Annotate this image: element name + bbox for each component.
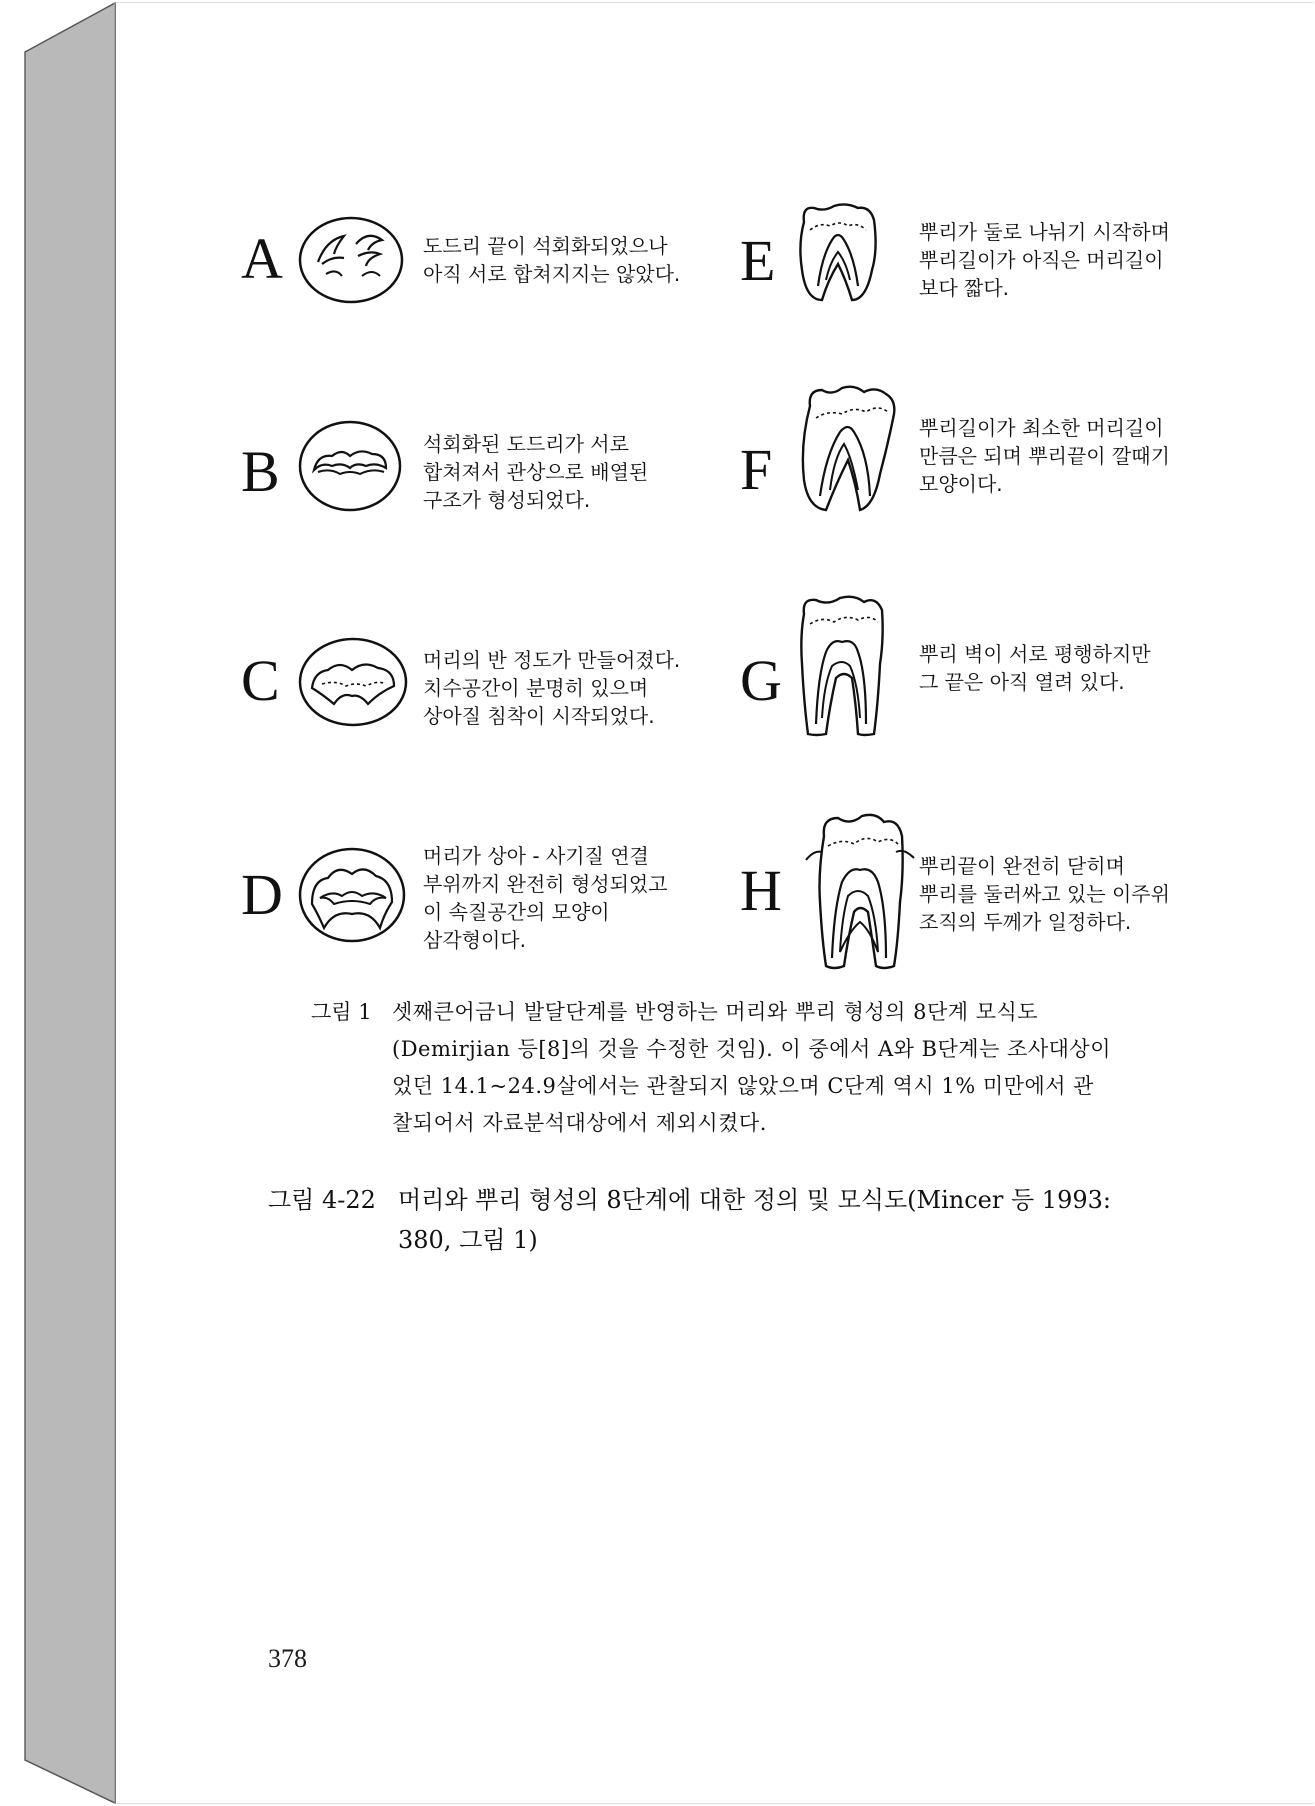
desc-line: 도드리 끝이 석회화되었으나 [423,234,668,258]
page-number: 378 [268,1644,307,1673]
desc-line: 모양이다. [919,472,1003,496]
desc-line: 석회화된 도드리가 서로 [423,432,629,456]
desc-line: 조직의 두께가 일정하다. [919,910,1132,934]
desc-line: 치수공간이 분명히 있으며 [423,676,649,700]
desc-line: 부위까지 완전히 형성되었고 [423,872,668,896]
tooth-figure-d [296,844,408,946]
desc-line: 뿌리가 둘로 나뉘기 시작하며 [919,220,1170,244]
desc-line: 아직 서로 합쳐지지는 않았다. [423,262,681,286]
figure-caption-line: 셋째큰어금니 발달단계를 반영하는 머리와 뿌리 형성의 8단계 모식도 [392,1000,1039,1024]
stage-letter-g: G [740,648,782,713]
stage-description-a [423,232,680,288]
figure-caption-label: 그림 1 [311,1000,372,1024]
stage-description-e [919,218,1170,302]
desc-line: 삼각형이다. [423,928,526,952]
desc-line: 그 끝은 아직 열려 있다. [919,670,1125,694]
tooth-figure-c [296,634,410,730]
stage-letter-h: H [740,858,782,923]
main-figure-caption-line: 머리와 뿌리 형성의 8단계에 대한 정의 및 모식도(Mincer 등 1993: [398,1186,1111,1214]
desc-line: 상아질 침착이 시작되었다. [423,704,655,728]
stage-letter-d: D [241,862,283,927]
tooth-figure-b [296,418,404,514]
desc-line: 뿌리를 둘러싸고 있는 이주위 [919,882,1170,906]
tooth-figure-e [796,200,880,306]
desc-line: 보다 짧다. [919,276,1009,300]
desc-line: 이 속질공간의 모양이 [423,900,610,924]
figure-caption-line: 찰되어서 자료분석대상에서 제외시켰다. [392,1111,767,1135]
stage-description-b [423,430,648,514]
tooth-figure-h [804,812,916,972]
main-figure-caption-label: 그림 4-22 [268,1186,376,1214]
figure-caption-line: (Demirjian 등[8]의 것을 수정한 것임). 이 중에서 A와 B단계는 조사대상이 [392,1037,1111,1061]
desc-line: 뿌리 벽이 서로 평행하지만 [919,642,1151,666]
stage-letter-f: F [740,437,773,502]
tooth-figure-g [796,594,888,738]
stage-letter-a: A [241,226,283,291]
stage-description-f [919,414,1170,498]
figure-caption-line: 었던 14.1~24.9살에서는 관찰되지 않았으며 C단계 역시 1% 미만에서 관 [392,1074,1094,1098]
main-figure-caption-line: 380, 그림 1) [398,1226,538,1254]
desc-line: 머리가 상아 - 사기질 연결 [423,844,649,868]
desc-line: 구조가 형성되었다. [423,488,591,512]
desc-line: 뿌리길이가 최소한 머리길이 [919,416,1164,440]
desc-line: 뿌리끝이 완전히 닫히며 [919,854,1125,878]
desc-line: 머리의 반 정도가 만들어졌다. [423,648,681,672]
stage-description-h [919,852,1170,936]
desc-line: 뿌리길이가 아직은 머리길이 [919,248,1164,272]
tooth-figure-f [796,384,906,516]
stage-letter-e: E [740,228,776,293]
stage-description-c [423,646,680,730]
stage-description-d [423,842,668,954]
stage-letter-c: C [241,648,280,713]
desc-line: 합쳐져서 관상으로 배열된 [423,460,649,484]
stage-letter-b: B [241,439,280,504]
desc-line: 만큼은 되며 뿌리끝이 깔때기 [919,444,1170,468]
stage-description-g [919,640,1151,696]
tooth-figure-a [296,214,406,306]
